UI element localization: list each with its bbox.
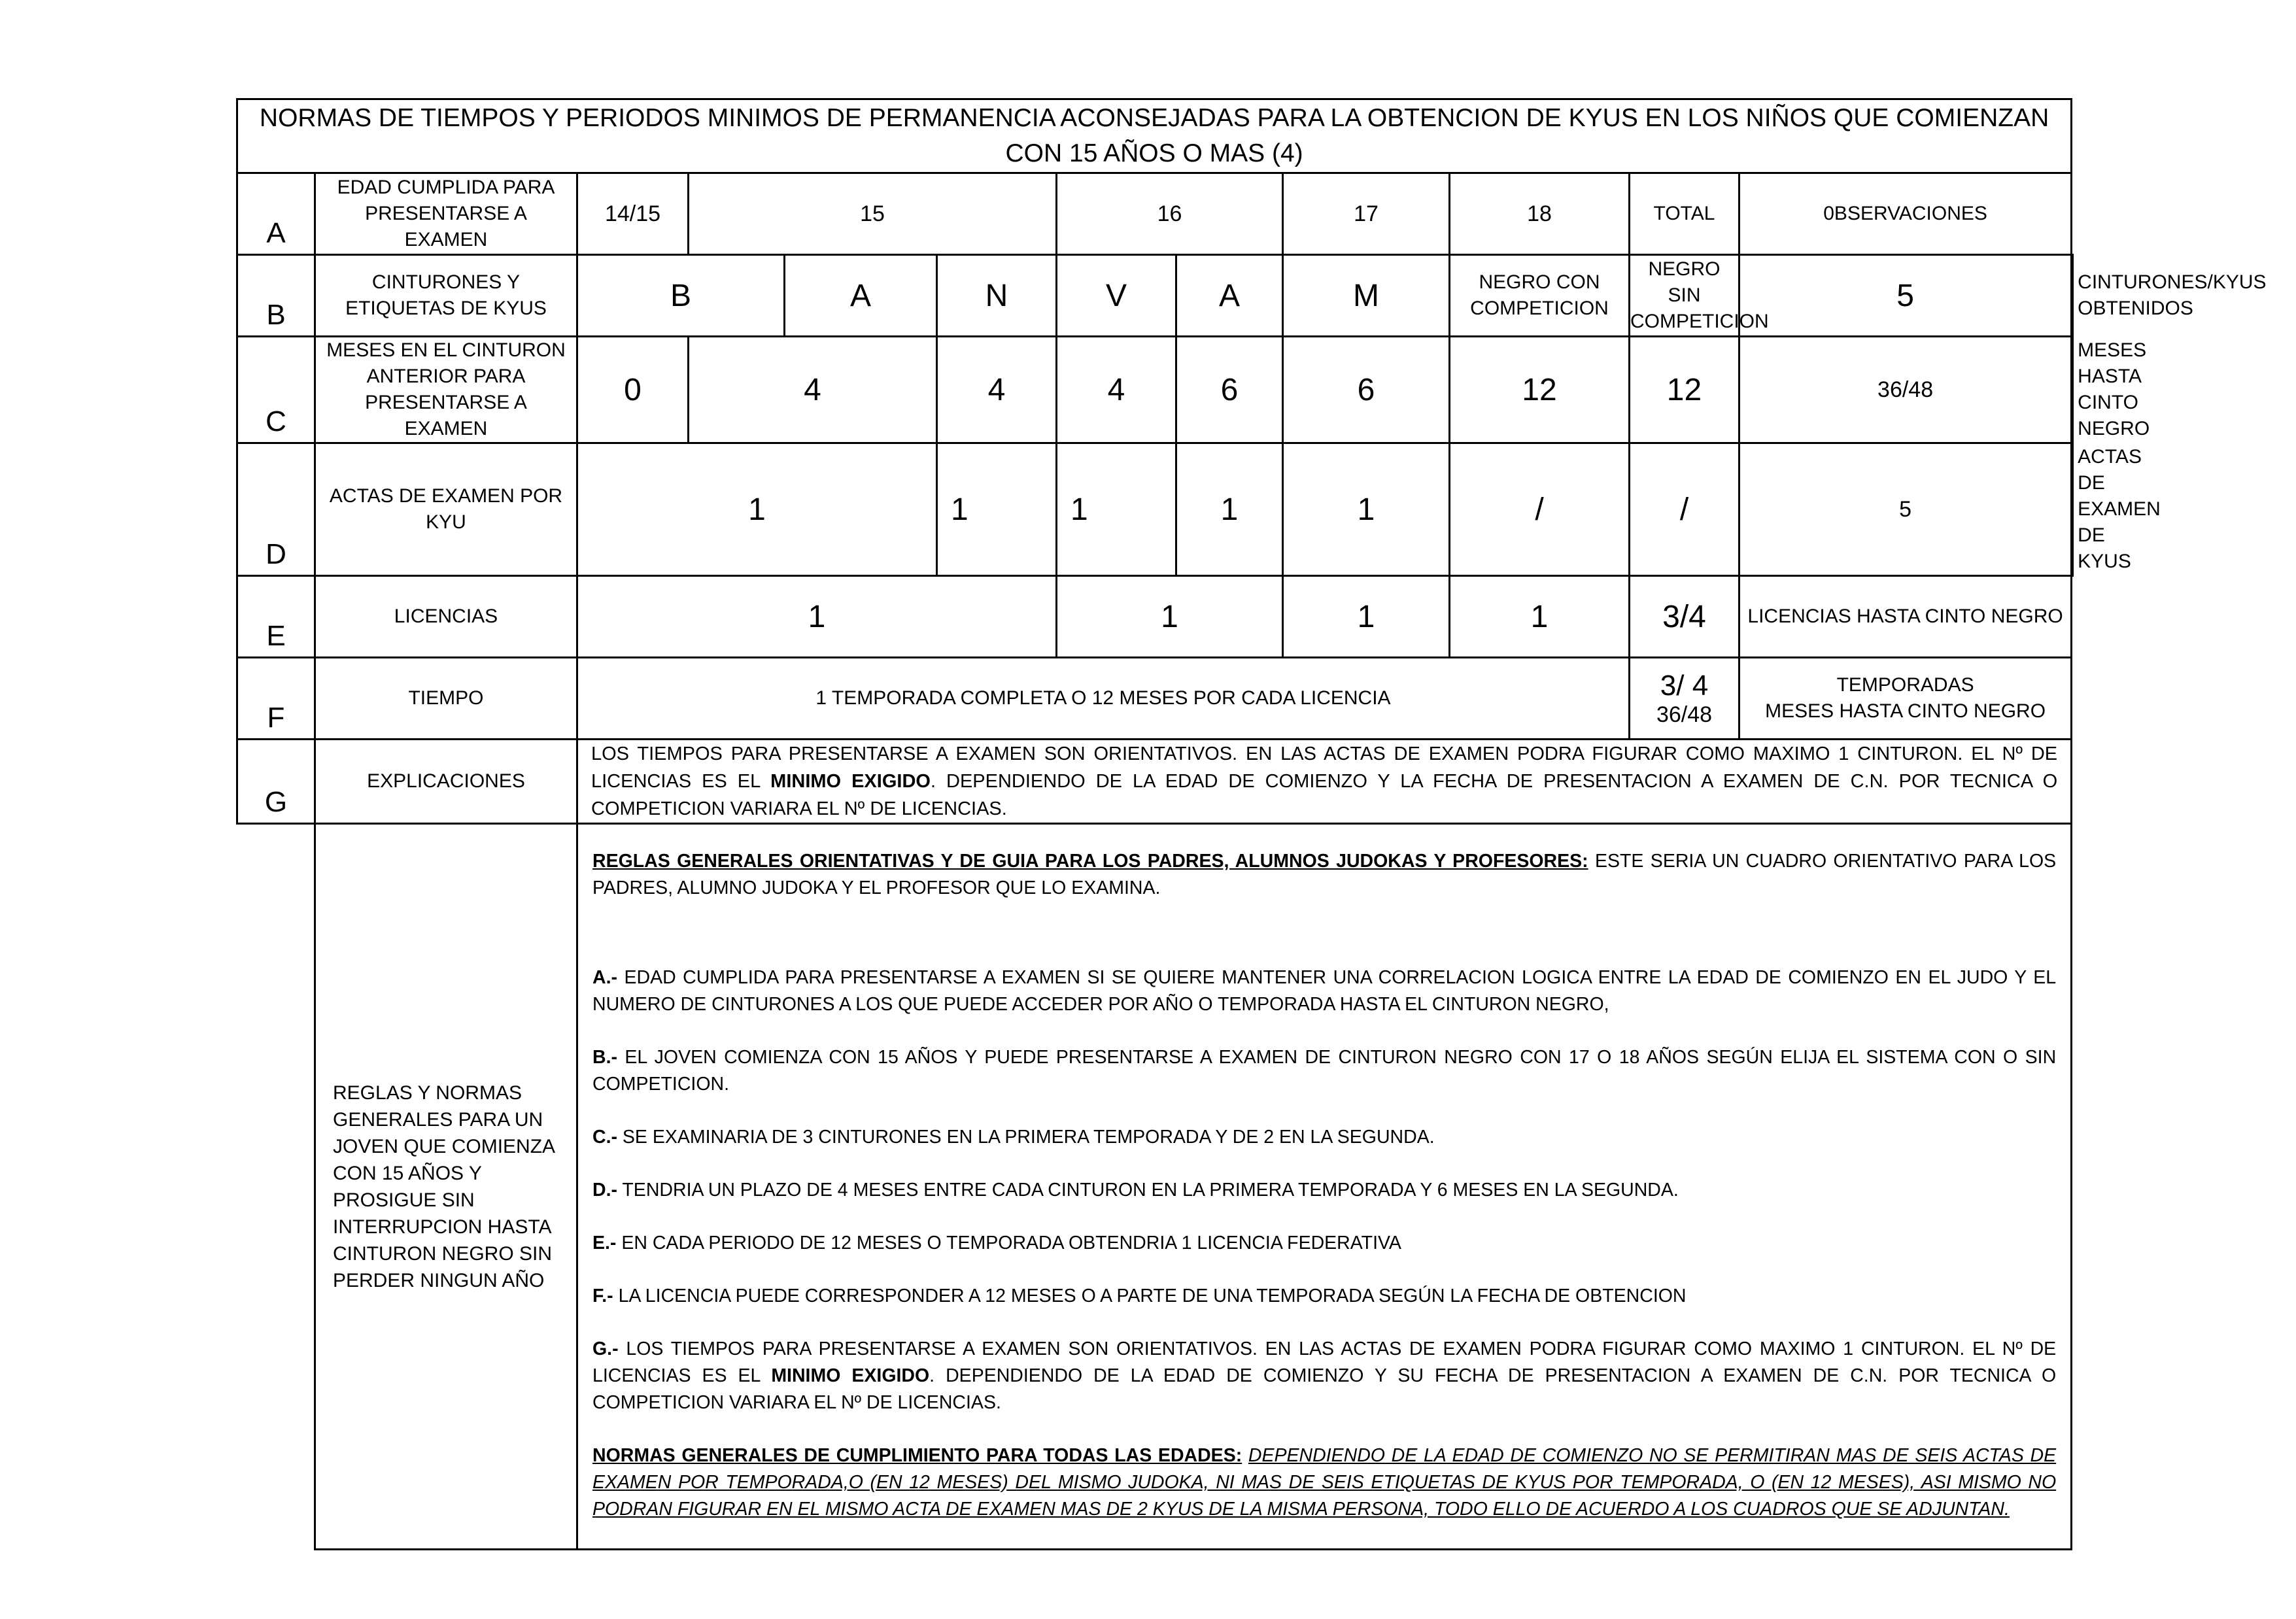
belt-cell: A (785, 255, 937, 337)
age-cell: 14/15 (577, 173, 689, 255)
document-page (236, 98, 2267, 1550)
license-cell: 1 (577, 576, 1057, 658)
row-label: LICENCIAS (315, 576, 577, 658)
license-cell: 1 (1283, 576, 1450, 658)
row-label: EXPLICACIONES (315, 740, 577, 824)
total-header: TOTAL (1630, 173, 1739, 255)
total-cell (1630, 658, 1739, 740)
exam-acts-cell: 1 (1057, 443, 1176, 576)
age-cell: 17 (1283, 173, 1450, 255)
rules-final: NORMAS GENERALES DE CUMPLIMIENTO PARA TODAS LAS EDADES: DEPENDIENDO DE LA EDAD DE COMIENZO NO SE PERMITIRAN MAS DE SEIS ACTAS DE EXAMEN POR TEMPORADA,O (EN 12 MESES) DEL MISMO JUDOKA, NI MAS DE SEIS ETIQUETAS DE KYUS POR TEMPORADA, O (EN 12 MESES), ASI MISMO NO PODRAN FIGURAR EN EL MISMO ACTA DE EXAMEN MAS DE 2 KYUS DE LA MISMA PERSONA, TODO ELLO DE ACUERDO A LOS CUADROS QUE SE ADJUNTAN. (592, 1445, 2057, 1520)
age-cell: 18 (1450, 173, 1630, 255)
exam-acts-cell: 1 (1176, 443, 1283, 576)
belt-cell: V (1057, 255, 1176, 337)
rules-label: REGLAS Y NORMAS GENERALES PARA UN JOVEN QUE COMIENZA CON 15 AÑOS Y PROSIGUE SIN INTERRUPCION HASTA CINTURON NEGRO SIN PERDER NINGUN AÑO (315, 824, 577, 1550)
months-cell: 0 (577, 337, 689, 443)
total-cell: 36/48 (1739, 337, 2072, 443)
months-cell: 4 (689, 337, 937, 443)
row-f (237, 658, 2073, 740)
months-cell: 6 (1283, 337, 1450, 443)
title-line-1: NORMAS DE TIEMPOS Y PERIODOS MINIMOS DE PERMANENCIA ACONSEJADAS PARA LA OBTENCION DE KYUS EN LOS NIÑOS QUE COMIENZAN (259, 104, 2049, 132)
obs-months: MESES HASTA CINTO NEGRO (1765, 700, 2046, 722)
belt-cell: B (577, 255, 785, 337)
exam-acts-cell: 1 (577, 443, 937, 576)
age-cell: 15 (689, 173, 1057, 255)
row-c (237, 337, 2073, 443)
title-row (237, 99, 2073, 173)
time-cell: 1 TEMPORADA COMPLETA O 12 MESES POR CADA LICENCIA (577, 658, 1630, 740)
row-d (237, 443, 2073, 576)
row-letter: A (237, 173, 315, 255)
row-label: ACTAS DE EXAMEN POR KYU (315, 443, 577, 576)
row-letter: C (237, 337, 315, 443)
exam-acts-cell: / (1630, 443, 1739, 576)
belt-cell: M (1283, 255, 1450, 337)
row-e (237, 576, 2073, 658)
observation-cell: CINTURONES/KYUS OBTENIDOS (2072, 255, 2073, 337)
row-label: MESES EN EL CINTURON ANTERIOR PARA PRESENTARSE A EXAMEN (315, 337, 577, 443)
row-letter: G (237, 740, 315, 824)
row-b (237, 255, 2073, 337)
total-cell: 5 (1739, 443, 2072, 576)
license-cell: 1 (1450, 576, 1630, 658)
observation-cell: ACTAS DE EXAMEN DE KYUS (2072, 443, 2073, 576)
title-line-2: CON 15 AÑOS O MAS (4) (1005, 139, 1303, 167)
rule-item: E.- EN CADA PERIODO DE 12 MESES O TEMPORADA OBTENDRIA 1 LICENCIA FEDERATIVA (592, 1233, 1401, 1253)
obs-seasons: TEMPORADAS (1836, 674, 1974, 696)
exam-acts-cell: / (1450, 443, 1630, 576)
rule-item: A.- EDAD CUMPLIDA PARA PRESENTARSE A EXAMEN SI SE QUIERE MANTENER UNA CORRELACION LOGICA ENTRE LA EDAD DE COMIENZO EN EL JUDO Y EL NUMERO DE CINTURONES A LOS QUE PUEDE ACCEDER POR AÑO O TEMPORADA HASTA EL CINTURON NEGRO, (592, 967, 2057, 1015)
belt-cell: N (937, 255, 1057, 337)
rule-item: B.- EL JOVEN COMIENZA CON 15 AÑOS Y PUEDE PRESENTARSE A EXAMEN DE CINTURON NEGRO CON 17 O 18 AÑOS SEGÚN ELIJA EL SISTEMA CON O SIN COMPETICION. (592, 1047, 2057, 1095)
observation-cell: MESES HASTA CINTO NEGRO (2072, 337, 2073, 443)
months-cell: 4 (1057, 337, 1176, 443)
total-months: 36/48 (1656, 702, 1713, 727)
row-letter: F (237, 658, 315, 740)
total-seasons: 3/ 4 (1660, 669, 1709, 702)
belt-cell: A (1176, 255, 1283, 337)
row-label: CINTURONES Y ETIQUETAS DE KYUS (315, 255, 577, 337)
observations-header: 0BSERVACIONES (1739, 173, 2072, 255)
observation-cell (1739, 658, 2072, 740)
observation-cell: LICENCIAS HASTA CINTO NEGRO (1739, 576, 2072, 658)
total-cell: 3/4 (1630, 576, 1739, 658)
row-letter: E (237, 576, 315, 658)
rule-item: G.- LOS TIEMPOS PARA PRESENTARSE A EXAMEN SON ORIENTATIVOS. EN LAS ACTAS DE EXAMEN PODRA FIGURAR COMO MAXIMO 1 CINTURON. EL Nº DE LICENCIAS ES EL MINIMO EXIGIDO. DEPENDIENDO DE LA EDAD DE COMIENZO Y SU FECHA DE PRESENTACION A EXAMEN DE C.N. POR TECNICA O COMPETICION VARIARA EL Nº DE LICENCIAS. (592, 1338, 2057, 1413)
row-a (237, 173, 2073, 255)
belt-cell: NEGRO CON COMPETICION (1450, 255, 1630, 337)
row-g (237, 740, 2073, 824)
exam-acts-cell: 1 (1283, 443, 1450, 576)
rule-item: F.- LA LICENCIA PUEDE CORRESPONDER A 12 MESES O A PARTE DE UNA TEMPORADA SEGÚN LA FECHA DE OBTENCION (592, 1286, 1687, 1306)
months-cell: 6 (1176, 337, 1283, 443)
rule-item: D.- TENDRIA UN PLAZO DE 4 MESES ENTRE CADA CINTURON EN LA PRIMERA TEMPORADA Y 6 MESES EN LA SEGUNDA. (592, 1180, 1679, 1201)
exam-acts-cell: 1 (937, 443, 1057, 576)
rule-item: C.- SE EXAMINARIA DE 3 CINTURONES EN LA PRIMERA TEMPORADA Y DE 2 EN LA SEGUNDA. (592, 1127, 1435, 1148)
months-cell: 12 (1450, 337, 1630, 443)
explanations-text: LOS TIEMPOS PARA PRESENTARSE A EXAMEN SON ORIENTATIVOS. EN LAS ACTAS DE EXAMEN PODRA FIGURAR COMO MAXIMO 1 CINTURON. EL Nº DE LICENCIAS ES EL MINIMO EXIGIDO. DEPENDIENDO DE LA EDAD DE COMIENZO Y LA FECHA DE PRESENTACION A EXAMEN DE C.N. POR TECNICA O COMPETICION VARIARA EL Nº DE LICENCIAS. (577, 740, 2072, 824)
row-letter: B (237, 255, 315, 337)
row-letter: D (237, 443, 315, 576)
total-cell: 5 (1739, 255, 2072, 337)
table-title (237, 99, 2072, 173)
license-cell: 1 (1057, 576, 1283, 658)
kyu-norms-table (236, 98, 2267, 1550)
rules-text (577, 824, 2072, 1550)
months-cell: 4 (937, 337, 1057, 443)
row-label: EDAD CUMPLIDA PARA PRESENTARSE A EXAMEN (315, 173, 577, 255)
rules-row (237, 824, 2073, 1550)
months-cell: 12 (1630, 337, 1739, 443)
age-cell: 16 (1057, 173, 1283, 255)
row-label: TIEMPO (315, 658, 577, 740)
belt-cell: NEGRO SIN COMPETICION (1630, 255, 1739, 337)
rules-intro: REGLAS GENERALES ORIENTATIVAS Y DE GUIA PARA LOS PADRES, ALUMNOS JUDOKAS Y PROFESORES: ESTE SERIA UN CUADRO ORIENTATIVO PARA LOS PADRES, ALUMNO JUDOKA Y EL PROFESOR QUE LO EXAMINA. (592, 851, 2057, 898)
